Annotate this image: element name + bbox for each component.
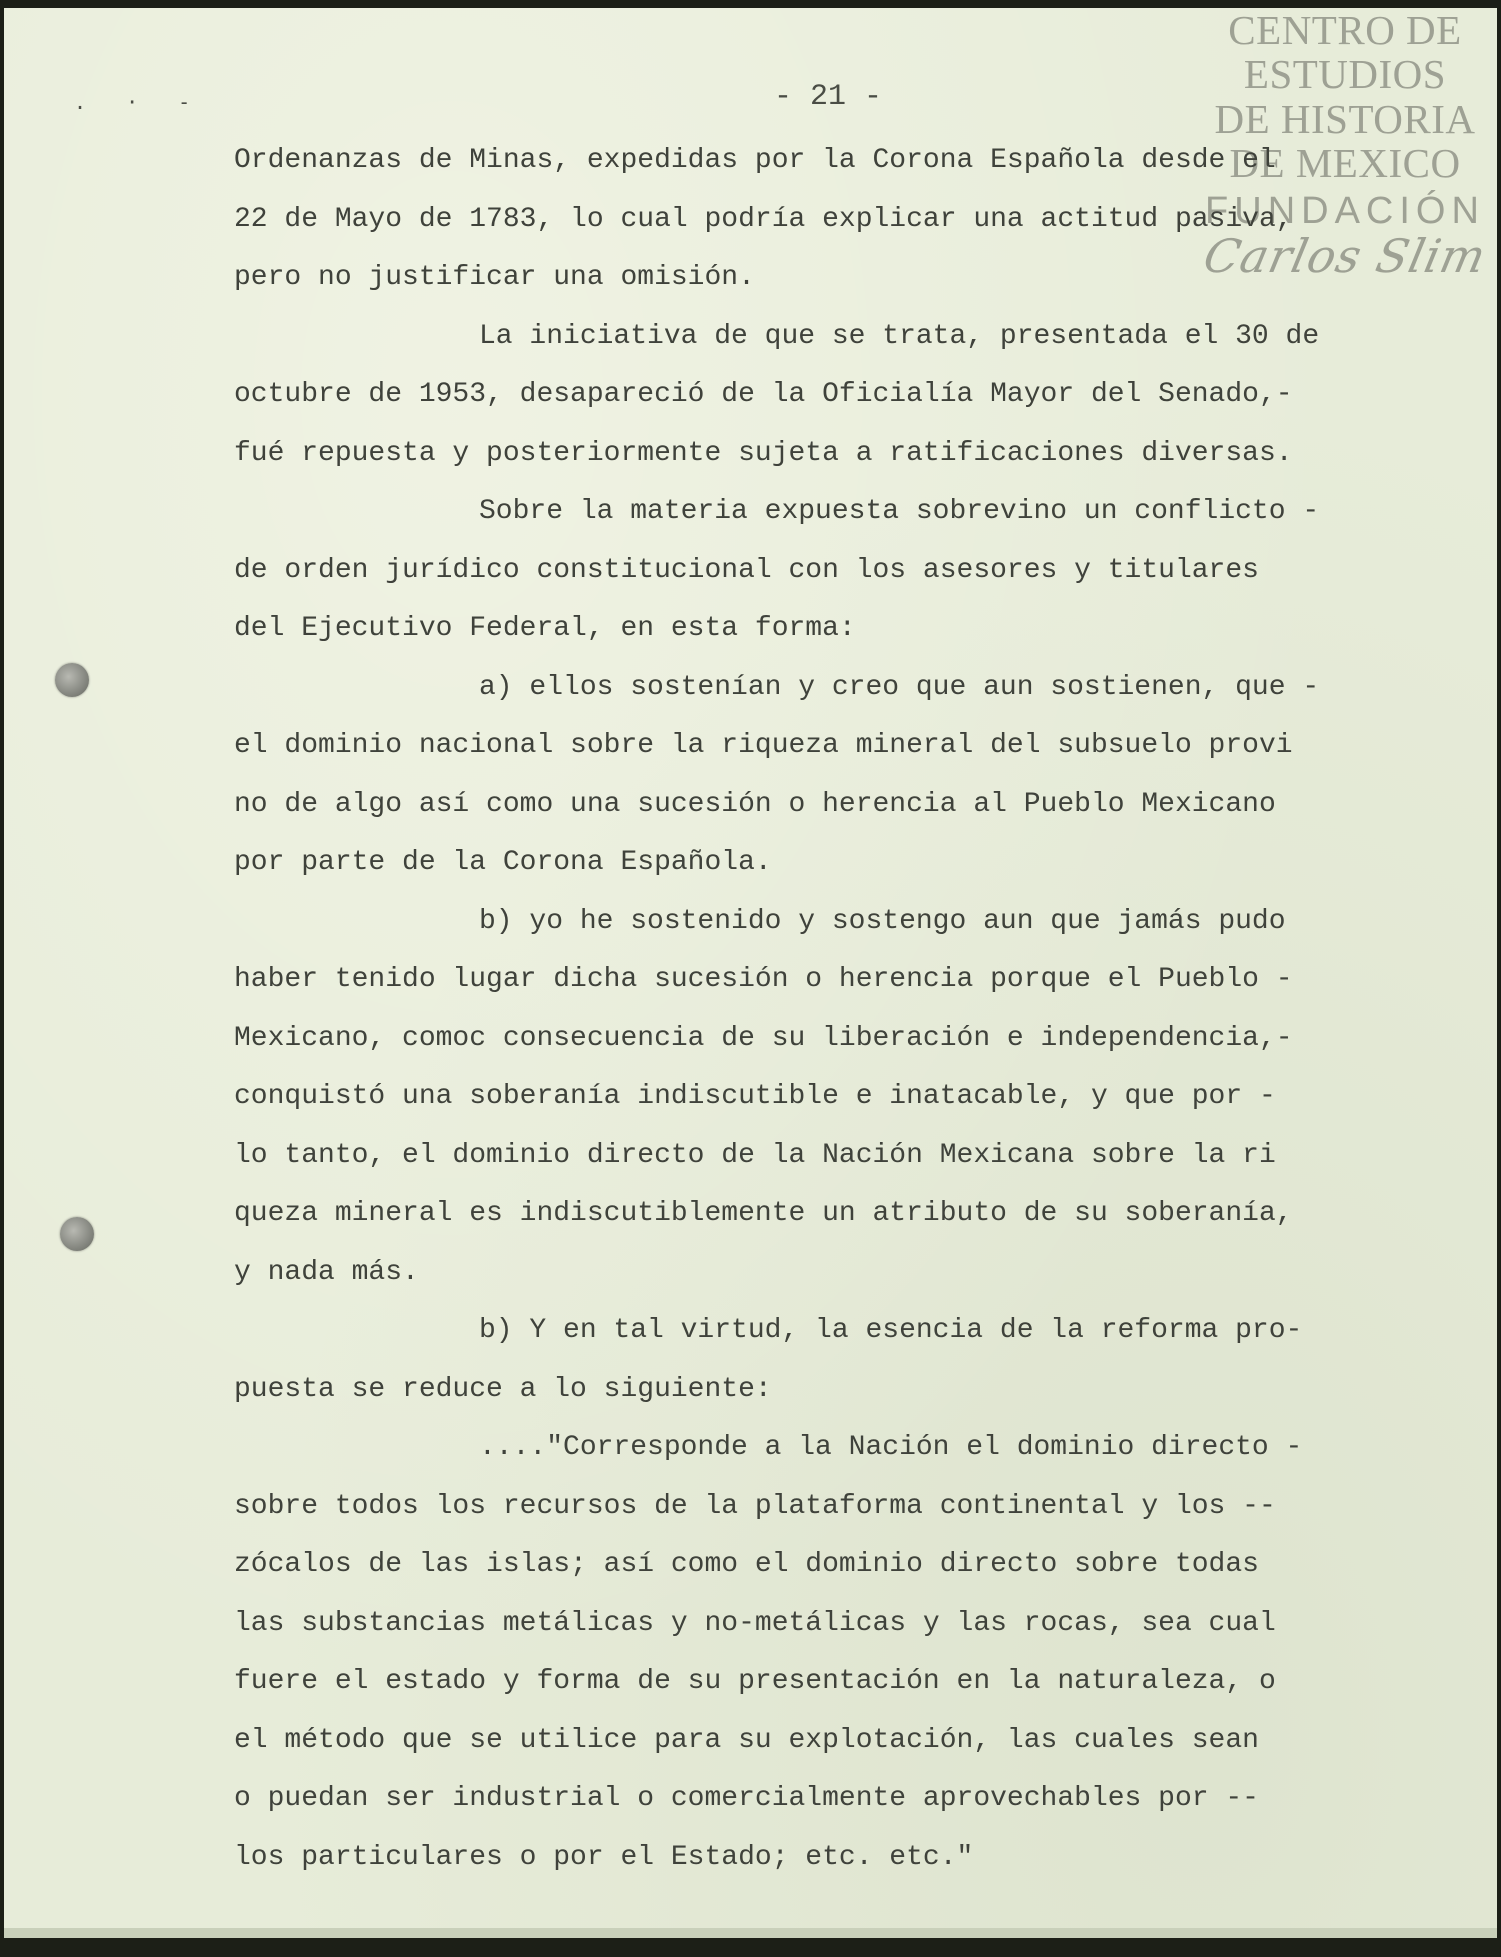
text-line: octubre de 1953, desapareció de la Oficialía Mayor del Senado,-: [234, 379, 1293, 410]
watermark-line: DE HISTORIA: [1214, 95, 1476, 142]
text-line: fué repuesta y posteriormente sujeta a ratificaciones diversas.: [234, 437, 1293, 469]
text-line: a) ellos sostenían y creo que aun sostienen, que -: [479, 671, 1320, 703]
text-line: el método que se utilice para su explotación, las cuales sean: [234, 1724, 1259, 1756]
text-line: b) Y en tal virtud, la esencia de la reforma pro-: [479, 1315, 1303, 1346]
page-bottom-edge: [4, 1928, 1497, 1938]
text-line: lo tanto, el dominio directo de la Nación Mexicana sobre la ri: [234, 1139, 1276, 1171]
watermark-fundacion: FUNDACIÓN: [1205, 190, 1485, 233]
punch-hole: [60, 1217, 94, 1251]
watermark-line: DE MEXICO: [1229, 139, 1461, 186]
page-number: - 21 -: [774, 80, 883, 114]
text-line: Sobre la materia expuesta sobrevino un conflicto -: [479, 496, 1320, 527]
text-line: queza mineral es indiscutiblemente un atributo de su soberanía,: [234, 1198, 1293, 1229]
text-line: Ordenanzas de Minas, expedidas por la Corona Española desde el: [234, 145, 1276, 176]
text-line: ...."Corresponde a la Nación el dominio directo -: [479, 1432, 1303, 1463]
document-page: [4, 8, 1497, 1938]
text-line: por parte de la Corona Española.: [234, 847, 772, 878]
watermark-line: CENTRO DE: [1228, 8, 1462, 53]
text-line: los particulares o por el Estado; etc. etc.": [234, 1841, 974, 1873]
text-line: La iniciativa de que se trata, presentada el 30 de: [479, 320, 1320, 352]
text-line: Mexicano, comoc consecuencia de su liberación e independencia,-: [234, 1022, 1293, 1054]
text-line: las substancias metálicas y no-metálicas y las rocas, sea cual: [234, 1607, 1276, 1639]
text-line: conquistó una soberanía indiscutible e inatacable, y que por -: [234, 1081, 1276, 1112]
margin-marks: . · -: [74, 90, 205, 114]
text-line: b) yo he sostenido y sostengo aun que jamás pudo: [479, 905, 1286, 937]
text-line: sobre todos los recursos de la plataforma continental y los --: [234, 1490, 1276, 1522]
text-line: puesta se reduce a lo siguiente:: [234, 1373, 772, 1405]
watermark-line: ESTUDIOS: [1243, 51, 1447, 98]
text-line: y nada más.: [234, 1256, 419, 1288]
text-line: de orden jurídico constitucional con los asesores y titulares: [234, 554, 1259, 586]
watermark-signature: Carlos Slim: [1199, 229, 1492, 284]
punch-hole: [55, 663, 89, 697]
text-line: no de algo así como una sucesión o herencia al Pueblo Mexicano: [234, 788, 1276, 820]
text-line: 22 de Mayo de 1783, lo cual podría explicar una actitud pasiva,: [234, 203, 1293, 235]
text-line: o puedan ser industrial o comercialmente aprovechables por --: [234, 1783, 1259, 1814]
text-line: zócalos de las islas; así como el dominio directo sobre todas: [234, 1549, 1259, 1580]
typewritten-body: [234, 132, 1394, 1887]
text-line: pero no justificar una omisión.: [234, 262, 755, 293]
text-line: del Ejecutivo Federal, en esta forma:: [234, 613, 856, 644]
text-line: haber tenido lugar dicha sucesión o herencia porque el Pueblo -: [234, 964, 1293, 995]
text-line: el dominio nacional sobre la riqueza mineral del subsuelo provi: [234, 730, 1293, 761]
text-line: fuere el estado y forma de su presentación en la naturaleza, o: [234, 1666, 1276, 1697]
